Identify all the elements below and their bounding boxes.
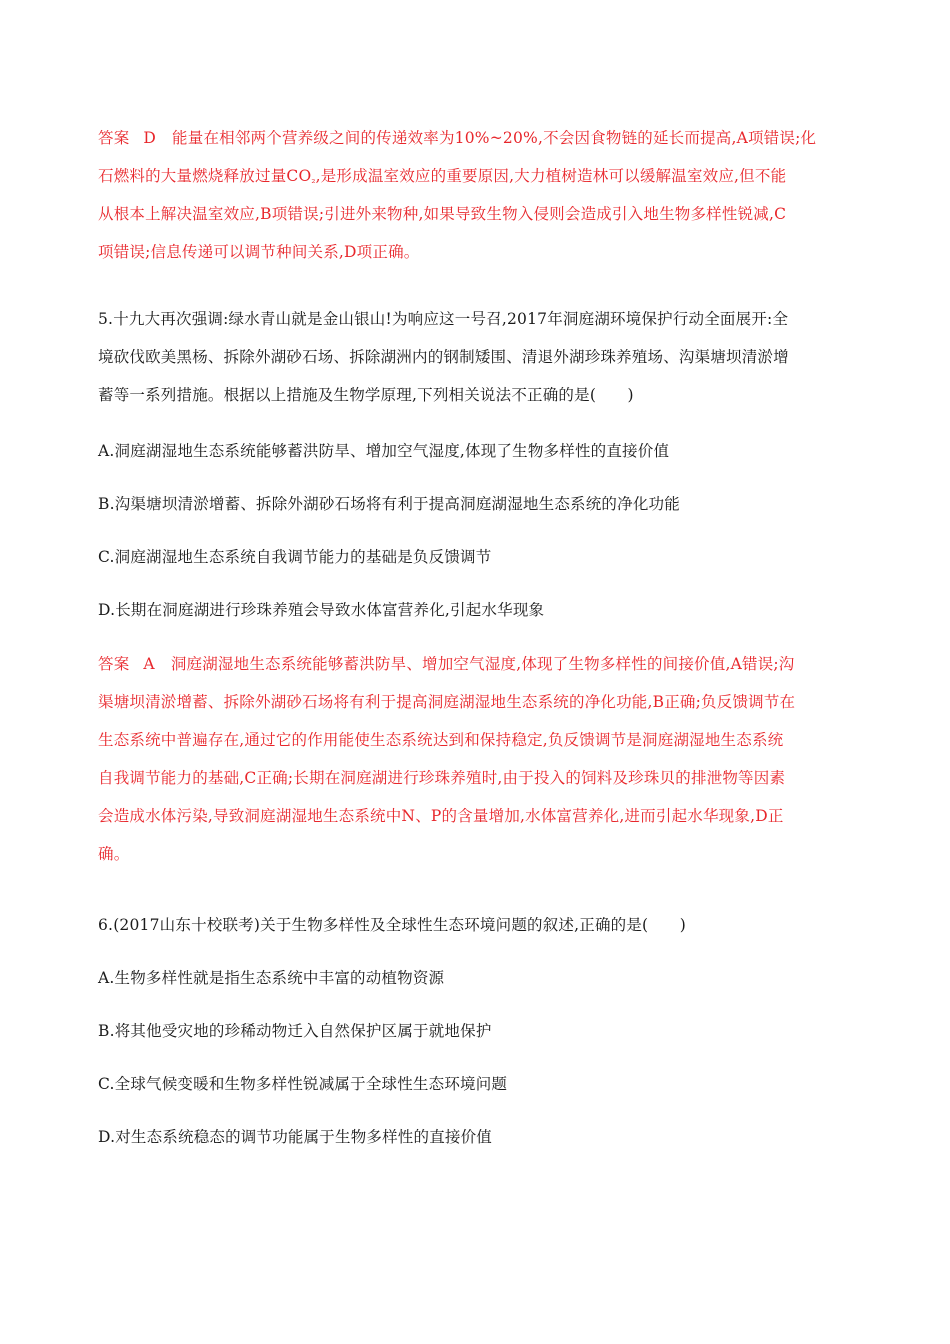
answer-5-line-1: [98, 645, 853, 683]
answer-label: 答案: [98, 655, 130, 673]
option-text: B.沟渠塘坝清淤增蓄、拆除外湖砂石场将有利于提高洞庭湖湿地生态系统的净化功能: [98, 495, 680, 513]
option-text: A.洞庭湖湿地生态系统能够蓄洪防旱、增加空气湿度,体现了生物多样性的直接价值: [98, 442, 670, 460]
answer-text: 能量在相邻两个营养级之间的传递效率为10%~20%,不会因食物链的延长而提高,A项错误;化: [172, 129, 817, 147]
question-6-option-b: [98, 1012, 853, 1050]
answer-label: 答案: [98, 129, 130, 147]
answer-5: [98, 645, 853, 873]
option-text: A.生物多样性就是指生态系统中丰富的动植物资源: [98, 969, 445, 987]
answer-4-line-4: 项错误;信息传递可以调节种间关系,D项正确。: [98, 243, 420, 261]
answer-4: [98, 119, 853, 271]
answer-5-line-3: 生态系统中普遍存在,通过它的作用能使生态系统达到和保持稳定,负反馈调节是洞庭湖湿地生态系统: [98, 731, 784, 749]
answer-4-line-1: [98, 119, 853, 157]
question-5-option-a: [98, 432, 853, 470]
answer-5-line-2: 渠塘坝清淤增蓄、拆除外湖砂石场将有利于提高洞庭湖湿地生态系统的净化功能,B正确;负反馈调节在: [98, 693, 796, 711]
answer-5-line-5: 会造成水体污染,导致洞庭湖湿地生态系统中N、P的含量增加,水体富营养化,进而引起水华现象,D正: [98, 807, 784, 825]
option-text: C.洞庭湖湿地生态系统自我调节能力的基础是负反馈调节: [98, 548, 492, 566]
answer-text: ,是形成温室效应的重要原因,大力植树造林可以缓解温室效应,但不能: [315, 167, 787, 185]
question-stem-line: 6.(2017山东十校联考)关于生物多样性及全球性生态环境问题的叙述,正确的是( ): [98, 916, 686, 934]
question-stem-line: 蓄等一系列措施。根据以上措施及生物学原理,下列相关说法不正确的是( ): [98, 386, 634, 404]
question-stem-line: 境砍伐欧美黑杨、拆除外湖砂石场、拆除湖洲内的钢制矮围、清退外湖珍珠养殖场、沟渠塘坝清淤增: [98, 348, 789, 366]
question-stem-line: 5.十九大再次强调:绿水青山就是金山银山!为响应这一号召,2017年洞庭湖环境保护行动全面展开:全: [98, 310, 789, 328]
question-6-stem: [98, 906, 853, 944]
option-text: C.全球气候变暖和生物多样性锐减属于全球性生态环境问题: [98, 1075, 508, 1093]
question-5-option-c: [98, 538, 853, 576]
option-text: D.长期在洞庭湖进行珍珠养殖会导致水体富营养化,引起水华现象: [98, 601, 545, 619]
question-5-stem: [98, 300, 853, 414]
question-6-option-d: [98, 1118, 853, 1156]
question-6-option-c: [98, 1065, 853, 1103]
subscript-2: ₂: [311, 175, 316, 186]
answer-text: 石燃料的大量燃烧释放过量CO: [98, 167, 312, 185]
answer-4-line-2: [98, 157, 853, 195]
answer-text: 洞庭湖湿地生态系统能够蓄洪防旱、增加空气湿度,体现了生物多样性的间接价值,A错误;沟: [170, 655, 795, 673]
option-text: D.对生态系统稳态的调节功能属于生物多样性的直接价值: [98, 1128, 493, 1146]
question-6-option-a: [98, 959, 853, 997]
answer-choice: D: [143, 129, 157, 147]
answer-4-line-3: 从根本上解决温室效应,B项错误;引进外来物种,如果导致生物入侵则会造成引入地生物多样性锐减,C: [98, 205, 787, 223]
question-5-option-b: [98, 485, 853, 523]
answer-5-line-4: 自我调节能力的基础,C正确;长期在洞庭湖进行珍珠养殖时,由于投入的饲料及珍珠贝的排泄物等因素: [98, 769, 786, 787]
answer-5-line-6: 确。: [98, 845, 130, 863]
question-5-option-d: [98, 591, 853, 629]
option-text: B.将其他受灾地的珍稀动物迁入自然保护区属于就地保护: [98, 1022, 492, 1040]
answer-choice: A: [143, 655, 155, 673]
